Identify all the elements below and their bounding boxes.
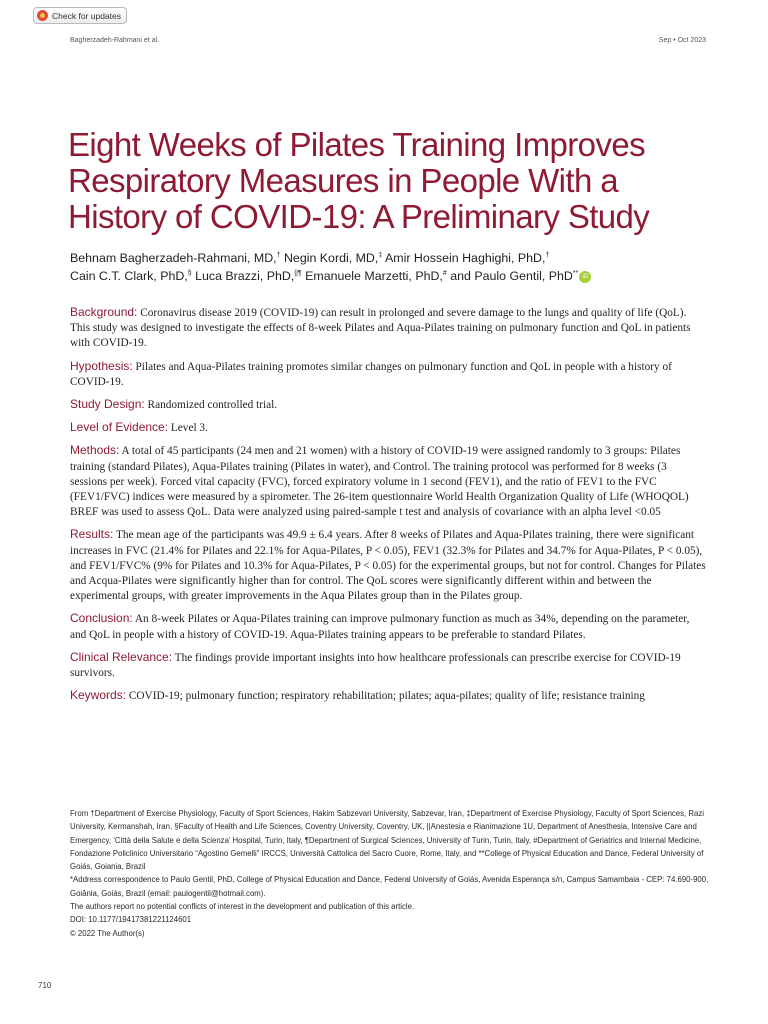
author-affiliation-mark: ‡ [378, 252, 383, 259]
author-line-2 [70, 266, 710, 284]
page-number: 710 [38, 981, 52, 990]
section-label: Clinical Relevance: [70, 649, 173, 664]
author-name: Amir Hossein Haghighi, PhD, [382, 251, 546, 266]
section-label: Conclusion: [70, 611, 133, 626]
author-name: Cain C.T. Clark, PhD, [70, 269, 188, 284]
section-text: Randomized controlled trial. [144, 399, 278, 412]
author-affiliation-mark: † [276, 252, 281, 259]
footnotes [70, 807, 710, 940]
section-text: An 8-week Pilates or Aqua-Pilates training can improve pulmonary function as much as 34%, depending on the parameter, and QoL in people with a history of COVID-19. Aqua-Pilates training appears to be preferable to standard Pilates. [70, 613, 690, 641]
author-name: Negin Kordi, MD, [280, 251, 379, 266]
author-affiliation-mark: § [187, 270, 192, 278]
abstract-results [70, 527, 706, 604]
author-name: and Paulo Gentil, PhD [446, 269, 573, 284]
section-text: A total of 45 participants (24 men and 21 women) with a history of COVID-19 were assigned randomly to 3 groups: Pilates training (standard Pilates), Aqua-Pilates training (Pilates in water), and Control. The training protocol was performed for 8 weeks (3 sessions per week). Forced vital capacity (FVC), forced expiratory volume in 1 second (FEV1), and the ratio of FEV1 to the FVC (FEV1/FVC) indices were measured by a spirometer. The 26-item questionnaire World Health Organization Quality of Life (WHOQOL) BREF was used to assess QoL. Data were analyzed using paired-sample t test and analysis of covariance with an alpha level <0.05 [70, 445, 689, 519]
check-for-updates-badge[interactable] [33, 7, 127, 24]
doi[interactable]: DOI: 10.1177/19417381221124601 [70, 915, 192, 925]
abstract [70, 305, 706, 711]
affiliations-note: From †Department of Exercise Physiology, Faculty of Sport Sciences, Hakim Sabzevari University, Sabzevar, Iran, ‡Department of Exercise Physiology, Faculty of Sport Sciences, Razi University, Kermanshah, Iran, §Faculty of Health and Life Sciences, Coventry University, Coventry, UK, ||Anestesia e Rianimazione 1U, Department of Anesthesia, Intensive Care and Emergency, ‘Città della Salute e della Scienza’ Hospital, Turin, Italy, ¶Department of Surgical Sciences, University of Turin, Turin, Italy, #Department of Geriatrics and Internal Medicine, Fondazione Policlinico Universitario “Agostino Gemelli” IRCCS, Università Cattolica del Sacro Cuore, Rome, Italy, and **College of Physical Education and Dance, Federal University of Goiás, Goiania, Brazil [70, 809, 704, 872]
copyright-note: © 2022 The Author(s) [70, 928, 145, 938]
section-text: The mean age of the participants was 49.9 ± 6.4 years. After 8 weeks of Pilates and Aqua-Pilates training, there were significant increases in FVC (21.4% for Pilates and 22.1% for Aqua-Pilates, P < 0.05), FEV1 (32.3% for Pilates and 34.7% for Aqua-Pilates, P < 0.05), and FEV1/FVC% (9% for Pilates and 10.3% for Aqua-Pilates, P < 0.05) for the experimental groups, but not for control. Changes for Pilates and Acqua-Pilates were significantly higher than for control. The QoL scores were significantly different within and between the experimental groups, with greater improvements in the Aqua Pilates group than in the Pilates group. [70, 529, 706, 603]
section-text: COVID-19; pulmonary function; respiratory rehabilitation; pilates; aqua-pilates; quality of life; resistance training [126, 690, 645, 703]
author-affiliation-mark: † [545, 252, 550, 259]
check-for-updates-label: Check for updates [52, 10, 121, 21]
section-label: Methods: [70, 443, 120, 458]
author-name: Behnam Bagherzadeh-Rahmani, MD, [70, 251, 277, 266]
section-text: Level 3. [168, 422, 208, 435]
abstract-keywords [70, 688, 706, 704]
section-text: Coronavirus disease 2019 (COVID-19) can result in prolonged and severe damage to the lungs and quality of life (QoL). This study was designed to investigate the effects of 8-week Pilates and Aqua-Pilates training on pulmonary function and QoL in patients with COVID-19. [70, 307, 691, 350]
section-label: Background: [70, 305, 138, 319]
abstract-hypothesis [70, 359, 706, 390]
author-name: Emanuele Marzetti, PhD, [301, 269, 443, 284]
author-line-1 [70, 248, 710, 266]
running-head-date: Sep • Oct 2023 [658, 37, 706, 44]
author-affiliation-mark: # [442, 270, 447, 278]
correspondence-note: *Address correspondence to Paulo Gentil, PhD, College of Physical Education and Dance, Federal University of Goiás, Avenida Esperança s/n, Campus Samambaia - CEP: 74.690-900, Goiânia, Goiás, Brazil (email: paulogentil@hotmail.com). [70, 875, 709, 898]
author-affiliation-mark: ||¶ [294, 270, 302, 278]
section-label: Keywords: [70, 688, 127, 703]
author-affiliation-mark: ** [572, 270, 579, 278]
section-label: Study Design: [70, 397, 145, 412]
section-label: Results: [70, 527, 114, 542]
section-label: Level of Evidence: [70, 420, 169, 435]
section-text: Pilates and Aqua-Pilates training promotes similar changes on pulmonary function and QoL in people with a history of COVID-19. [70, 360, 672, 388]
crossmark-icon [37, 10, 48, 21]
abstract-study-design [70, 397, 706, 413]
author-name: Luca Brazzi, PhD, [191, 269, 295, 284]
section-label: Hypothesis: [70, 358, 133, 373]
running-head-authors: Bagherzadeh-Rahmani et al. [70, 37, 160, 44]
abstract-clinical-relevance [70, 650, 706, 681]
abstract-conclusion [70, 611, 706, 642]
abstract-methods [70, 443, 706, 520]
author-list [70, 248, 710, 284]
abstract-level-of-evidence [70, 420, 706, 436]
article-title: Eight Weeks of Pilates Training Improves Respiratory Measures in People With a History of COVID-19: A Preliminary Study [68, 126, 650, 235]
section-text: The findings provide important insights into how healthcare professionals can prescribe exercise for COVID-19 survivors. [70, 651, 681, 680]
conflicts-note: The authors report no potential conflicts of interest in the development and publication of this article. [70, 902, 415, 912]
abstract-background [70, 305, 706, 352]
orcid-icon[interactable]: iD [579, 271, 591, 283]
